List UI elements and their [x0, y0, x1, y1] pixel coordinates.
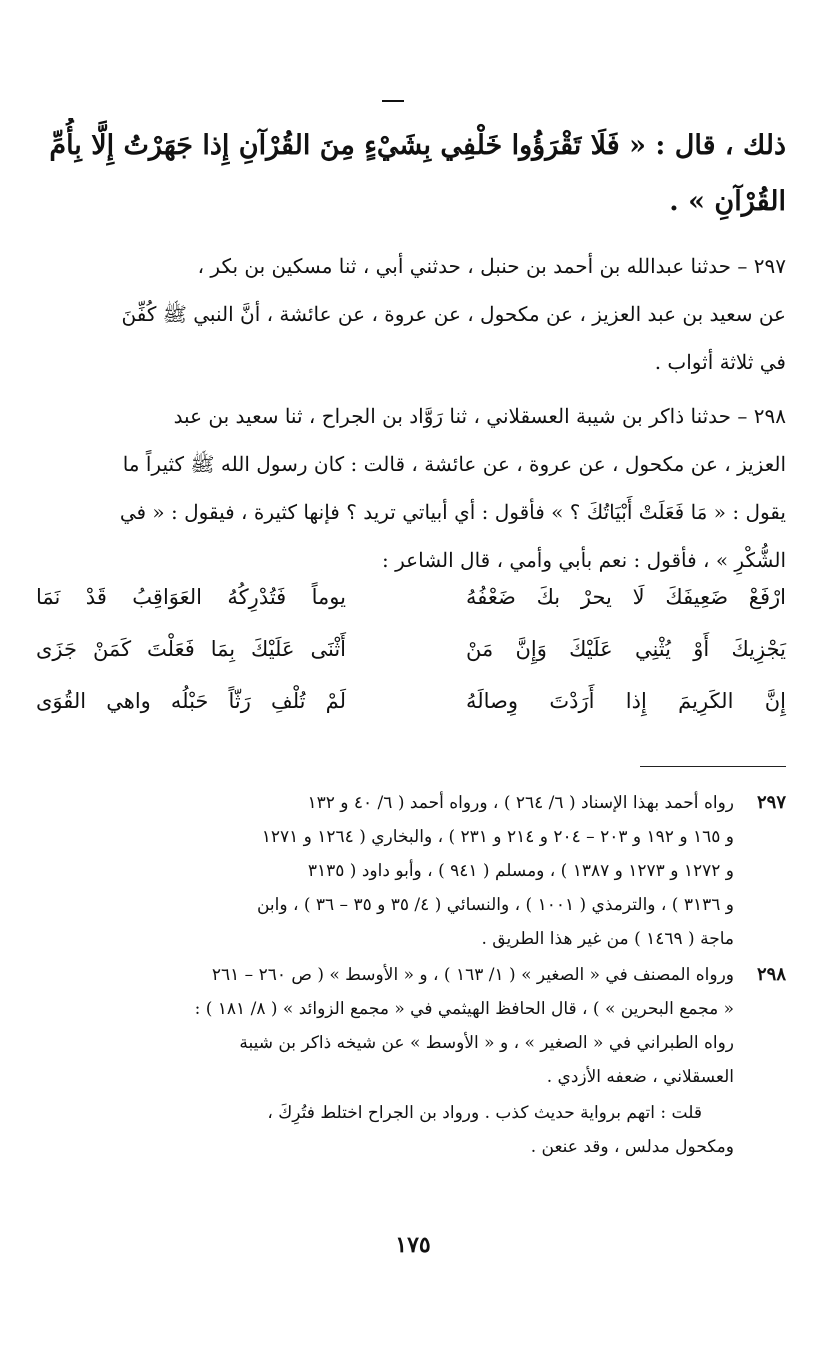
footnote-separator: [640, 766, 786, 767]
poem-second-hemistich: لَمْ تُلْفِ رَثّاً حَبْلُه واهي القُوَى: [36, 689, 346, 713]
hadith-297: [36, 242, 786, 386]
poem-first-hemistich: إِنَّ الكَرِيمَ إِذا أَرَدْتَ وِصالَهُ: [466, 689, 786, 713]
footnote-number: ٢٩٨: [756, 964, 786, 985]
footnote-number: ٢٩٧: [756, 792, 786, 813]
footnotes: [40, 786, 786, 1164]
text-line: رواه الطبراني في « الصغير » ، و « الأوسط » عن شيخه ذاكر بن شيبة: [239, 1033, 734, 1053]
poem-verse: [36, 689, 786, 741]
page-number: ١٧٥: [395, 1232, 431, 1258]
text-line: القُرْآنِ » .: [669, 186, 786, 217]
text-line: يقول : « مَا فَعَلَتْ أَبْيَاتُكَ ؟ » فأقول : أي أبياتي تريد ؟ فإنها كثيرة ، فيقول : « في: [119, 500, 786, 524]
poem-verse: [36, 637, 786, 689]
text-line: ورواه المصنف في « الصغير » ( ١/ ١٦٣ ) ، و « الأوسط » ( ص ٢٦٠ – ٢٦١: [211, 965, 734, 985]
poem-second-hemistich: أَثْنَى عَلَيْكَ بِمَا فَعَلْتَ كَمَنْ جَزَى: [36, 637, 346, 661]
text-line: و ١٢٧٢ و ١٢٧٣ و ١٣٨٧ ) ، ومسلم ( ٩٤١ ) ، وأبو داود ( ٣١٣٥: [307, 861, 734, 881]
text-line: ذلك ، قال : « فَلَا تَقْرَؤُوا خَلْفِي بِشَيْءٍ مِنَ القُرْآنِ إِذا جَهَرْتُ إِلَّا بِأُمِّ: [49, 130, 786, 161]
text-line: ومكحول مدلس ، وقد عنعن .: [530, 1137, 734, 1157]
poem-second-hemistich: يوماً فَتُدْرِكُهُ العَوَاقِبُ قَدْ نَمَا: [36, 585, 346, 609]
text-line: ماجة ( ١٤٦٩ ) من غير هذا الطريق .: [481, 929, 734, 949]
text-line: ٢٩٨ – حدثنا ذاكر بن شيبة العسقلاني ، ثنا رَوَّاد بن الجراح ، ثنا سعيد بن عبد: [173, 404, 786, 428]
text-line: الشُّكْرِ » ، فأقول : نعم بأبي وأمي ، قال الشاعر :: [382, 548, 786, 572]
hadith-298: [36, 392, 786, 584]
text-line: رواه أحمد بهذا الإسناد ( ٦/ ٢٦٤ ) ، ورواه أحمد ( ٦/ ٤٠ و ١٣٢: [307, 793, 734, 813]
text-line: في ثلاثة أثواب .: [654, 350, 786, 374]
text-line: عن سعيد بن عبد العزيز ، عن مكحول ، عن عروة ، عن عائشة ، أنَّ النبي ﷺ كُفِّنَ: [121, 302, 786, 326]
text-line: العزيز ، عن مكحول ، عن عروة ، عن عائشة ، قالت : كان رسول الله ﷺ كثيراً ما: [122, 452, 786, 476]
text-line: قلت : اتهم برواية حديث كذب . ورواد بن الجراح اختلط فتُرِكَ ،: [267, 1103, 702, 1123]
footnote-298: [40, 958, 786, 1094]
text-line: العسقلاني ، ضعفه الأزدي .: [546, 1067, 734, 1087]
top-dash-mark: [382, 100, 404, 102]
poem-first-hemistich: يَجْزِيكَ أَوْ يُثْنِي عَلَيْكَ وَإِنَّ مَنْ: [466, 637, 786, 661]
text-line: ٢٩٧ – حدثنا عبدالله بن أحمد بن حنبل ، حدثني أبي ، ثنا مسكين بن بكر ،: [197, 254, 786, 278]
quran-quote-paragraph: [36, 118, 786, 230]
text-line: « مجمع البحرين » ) ، قال الحافظ الهيثمي في « مجمع الزوائد » ( ٨/ ١٨١ ) :: [194, 999, 734, 1019]
editor-note: [40, 1096, 786, 1164]
poem: [36, 585, 786, 741]
text-line: و ٣١٣٦ ) ، والترمذي ( ١٠٠١ ) ، والنسائي ( ٤/ ٣٥ و ٣٥ – ٣٦ ) ، وابن: [256, 895, 734, 915]
poem-verse: [36, 585, 786, 637]
footnote-297: [40, 786, 786, 956]
poem-first-hemistich: ارْفَعْ ضَعِيفَكَ لَا يحرْ بكَ ضَعْفُهُ: [466, 585, 786, 609]
text-line: و ١٦٥ و ١٩٢ و ٢٠٣ – ٢٠٤ و ٢١٤ و ٢٣١ ) ، والبخاري ( ١٢٦٤ و ١٢٧١: [261, 827, 734, 847]
